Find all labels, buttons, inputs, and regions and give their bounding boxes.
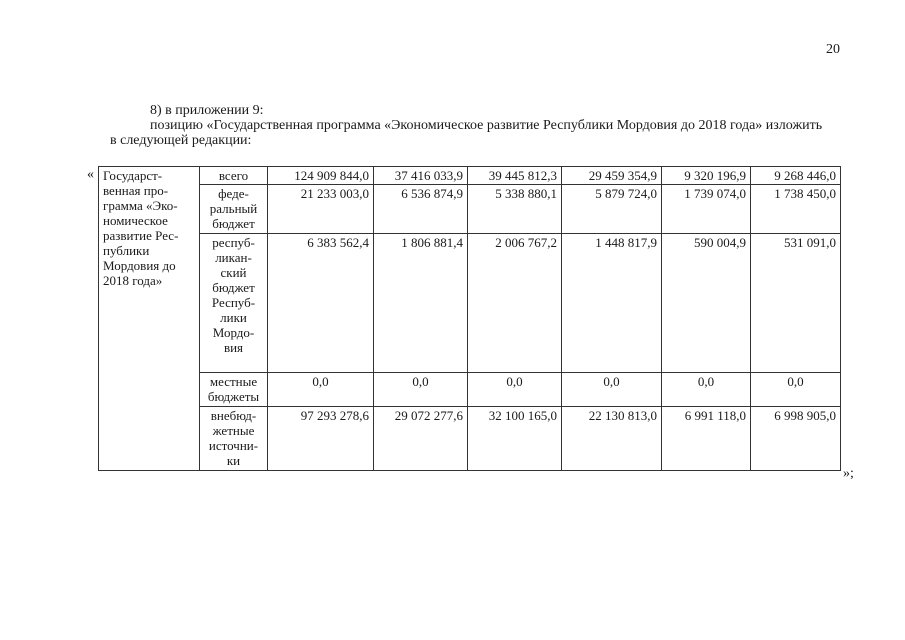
amount-cell: 1 738 450,0 [751, 185, 841, 234]
program-funding-table [98, 166, 841, 471]
amount-cell: 590 004,9 [662, 234, 751, 373]
amount-cell: 22 130 813,0 [562, 407, 662, 471]
amount-cell: 2 006 767,2 [468, 234, 562, 373]
amount-cell: 29 459 354,9 [562, 167, 662, 185]
amount-cell: 0,0 [662, 373, 751, 407]
opening-quote: « [87, 167, 94, 182]
row-extrabudgetary-sources [99, 407, 841, 471]
funding-source-cell: респуб- ликан- ский бюджет Респуб- лики Мордо- вия [200, 234, 268, 373]
position-text-continuation: в следующей редакции: [110, 133, 252, 148]
amount-cell: 0,0 [562, 373, 662, 407]
amount-cell: 0,0 [468, 373, 562, 407]
amount-cell: 21 233 003,0 [268, 185, 374, 234]
amount-cell: 32 100 165,0 [468, 407, 562, 471]
amount-cell: 124 909 844,0 [268, 167, 374, 185]
amount-cell: 37 416 033,9 [374, 167, 468, 185]
amount-cell: 1 448 817,9 [562, 234, 662, 373]
item-heading: 8) в приложении 9: [150, 103, 264, 118]
amount-cell: 0,0 [268, 373, 374, 407]
program-name-cell: Государст- венная про- грамма «Эко- номическое развитие Рес- публики Мордовия до 2018 года» [99, 167, 200, 471]
funding-source-cell: внебюд- жетные источни- ки [200, 407, 268, 471]
amount-cell: 39 445 812,3 [468, 167, 562, 185]
amount-cell: 6 998 905,0 [751, 407, 841, 471]
amount-cell: 0,0 [751, 373, 841, 407]
amount-cell: 531 091,0 [751, 234, 841, 373]
closing-quote: »; [843, 466, 854, 481]
amount-cell: 5 879 724,0 [562, 185, 662, 234]
amount-cell: 6 991 118,0 [662, 407, 751, 471]
amount-cell: 6 383 562,4 [268, 234, 374, 373]
amount-cell: 9 268 446,0 [751, 167, 841, 185]
amount-cell: 97 293 278,6 [268, 407, 374, 471]
position-text: позицию «Государственная программа «Экономическое развитие Республики Мордовия до 2018 года» изложить [150, 118, 823, 133]
funding-source-cell: местные бюджеты [200, 373, 268, 407]
amount-cell: 0,0 [374, 373, 468, 407]
row-total [99, 167, 841, 185]
funding-source-cell: всего [200, 167, 268, 185]
amount-cell: 9 320 196,9 [662, 167, 751, 185]
funding-source-cell: феде- ральный бюджет [200, 185, 268, 234]
row-federal-budget [99, 185, 841, 234]
row-local-budgets [99, 373, 841, 407]
amount-cell: 1 806 881,4 [374, 234, 468, 373]
amount-cell: 5 338 880,1 [468, 185, 562, 234]
row-republican-budget [99, 234, 841, 373]
amount-cell: 29 072 277,6 [374, 407, 468, 471]
amount-cell: 1 739 074,0 [662, 185, 751, 234]
page-number: 20 [826, 42, 840, 57]
amount-cell: 6 536 874,9 [374, 185, 468, 234]
